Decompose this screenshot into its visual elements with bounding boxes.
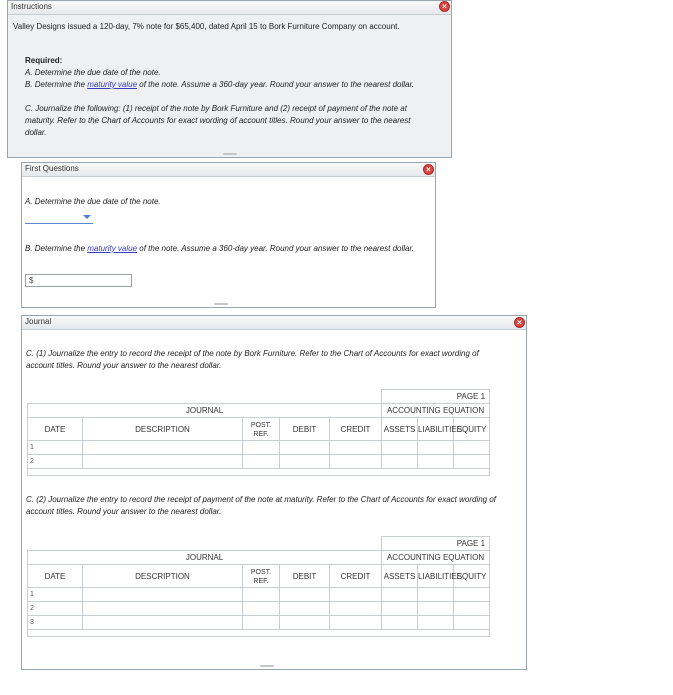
journal1-col-equity: EQUITY [454,418,490,441]
assets-cell[interactable] [382,441,418,455]
journal2-col-debit: DEBIT [280,565,330,588]
journal2-post-label: POST. [250,569,272,576]
journal1-acct-eq-label: ACCOUNTING EQUATION [382,404,490,418]
post-ref-cell[interactable] [243,441,280,455]
required-item-b [25,79,417,91]
first-questions-title: First Questions [25,164,79,173]
journal2-journal-label: JOURNAL [28,551,382,565]
journal-close-icon[interactable]: × [514,317,525,328]
question-b-suffix: of the note. Assume a 360-day year. Round your answer to the nearest dollar. [137,244,415,253]
debit-cell[interactable] [280,455,330,469]
journal1-col-post-ref [243,418,280,441]
journal-header [22,316,526,330]
debit-cell[interactable] [280,588,330,602]
row-number: 3 [28,616,83,630]
liabilities-cell[interactable] [418,441,454,455]
first-questions-header [22,163,435,177]
first-questions-panel [21,162,436,308]
item-b-prefix: B. Determine the [25,80,88,89]
assets-cell[interactable] [382,602,418,616]
instructions-resize-grip[interactable] [223,153,237,155]
description-cell[interactable] [83,588,243,602]
question-b [25,243,420,255]
journal1-page: PAGE 1 [382,390,490,404]
journal2-col-credit: CREDIT [330,565,382,588]
journal-resize-grip[interactable] [260,665,274,667]
journal-c2-instructions: C. (2) Journalize the entry to record the receipt of payment of the note at maturity. Refer to the Chart of Accounts for exact wording of account titles. Round your answer to the nearest dollar. [26,495,497,516]
journal2-page: PAGE 1 [382,537,490,551]
table-footer [28,630,490,637]
journal2-col-assets: ASSETS [382,565,418,588]
first-questions-resize-grip[interactable] [214,303,228,305]
liabilities-cell[interactable] [418,616,454,630]
first-questions-close-icon[interactable]: × [423,164,434,175]
row-number: 1 [28,441,83,455]
journal2-acct-eq-label: ACCOUNTING EQUATION [382,551,490,565]
item-b-suffix: of the note. Assume a 360-day year. Round your answer to the nearest dollar. [137,80,415,89]
journal2-col-description: DESCRIPTION [83,565,243,588]
debit-cell[interactable] [280,602,330,616]
journal1-journal-label: JOURNAL [28,404,382,418]
required-label: Required: [25,56,63,65]
equity-cell[interactable] [454,602,490,616]
journal1-col-date: DATE [28,418,83,441]
table-row [28,616,490,630]
credit-cell[interactable] [330,616,382,630]
instructions-header [8,1,451,15]
credit-cell[interactable] [330,455,382,469]
instructions-intro: Valley Designs issued a 120-day, 7% note for $65,400, dated April 15 to Bork Furniture Company on account. [13,22,400,31]
journal1-col-assets: ASSETS [382,418,418,441]
journal1-col-debit: DEBIT [280,418,330,441]
journal1-post-label: POST. [250,422,272,429]
journal2-col-date: DATE [28,565,83,588]
journal1-col-liabilities: LIABILITIES [418,418,454,441]
equity-cell[interactable] [454,441,490,455]
assets-cell[interactable] [382,588,418,602]
post-ref-cell[interactable] [243,455,280,469]
chevron-down-icon [83,215,91,219]
table-row [28,588,490,602]
maturity-value-link[interactable]: maturity value [87,80,138,89]
journal-table-2 [27,536,490,637]
description-cell[interactable] [83,616,243,630]
required-item-c: C. Journalize the following: (1) receipt of the note by Bork Furniture and (2) receipt of payment of the note at maturity. Refer to the Chart of Accounts for exact wording of account titles. Round your answer to the nearest dollar. [25,104,411,137]
table-row [28,455,490,469]
question-b-prefix: B. Determine the [25,244,88,253]
equity-cell[interactable] [454,616,490,630]
assets-cell[interactable] [382,616,418,630]
journal2-col-post-ref [243,565,280,588]
instructions-close-icon[interactable]: × [439,1,450,12]
post-ref-cell[interactable] [243,616,280,630]
equity-cell[interactable] [454,455,490,469]
journal1-col-description: DESCRIPTION [83,418,243,441]
journal1-ref-label: REF. [253,431,269,438]
row-number: 2 [28,455,83,469]
required-item-a: A. Determine the due date of the note. [25,68,161,77]
currency-symbol: $ [29,276,34,285]
credit-cell[interactable] [330,588,382,602]
instructions-panel [7,0,452,158]
credit-cell[interactable] [330,441,382,455]
table-row [28,441,490,455]
row-number: 2 [28,602,83,616]
liabilities-cell[interactable] [418,588,454,602]
journal-panel [21,315,527,670]
post-ref-cell[interactable] [243,602,280,616]
post-ref-cell[interactable] [243,588,280,602]
table-row [28,602,490,616]
journal2-ref-label: REF. [253,578,269,585]
equity-cell[interactable] [454,588,490,602]
maturity-value-link-2[interactable]: maturity value [87,244,138,253]
journal2-col-liabilities: LIABILITIES [418,565,454,588]
table-footer [28,469,490,476]
journal-title: Journal [25,317,52,326]
liabilities-cell[interactable] [418,602,454,616]
liabilities-cell[interactable] [418,455,454,469]
description-cell[interactable] [83,455,243,469]
debit-cell[interactable] [280,616,330,630]
journal1-col-credit: CREDIT [330,418,382,441]
description-cell[interactable] [83,602,243,616]
credit-cell[interactable] [330,602,382,616]
maturity-value-input[interactable] [25,274,132,287]
row-number: 1 [28,588,83,602]
question-a: A. Determine the due date of the note. [25,197,161,206]
journal-c1-instructions: C. (1) Journalize the entry to record the receipt of the note by Bork Furniture. Refer to the Chart of Accounts for exact wording of account titles. Round your answer to the nearest dollar. [26,349,479,370]
debit-cell[interactable] [280,441,330,455]
due-date-select[interactable] [25,212,93,224]
description-cell[interactable] [83,441,243,455]
assets-cell[interactable] [382,455,418,469]
journal-table-1 [27,389,490,476]
journal2-col-equity: EQUITY [454,565,490,588]
instructions-title: Instructions [11,2,52,11]
